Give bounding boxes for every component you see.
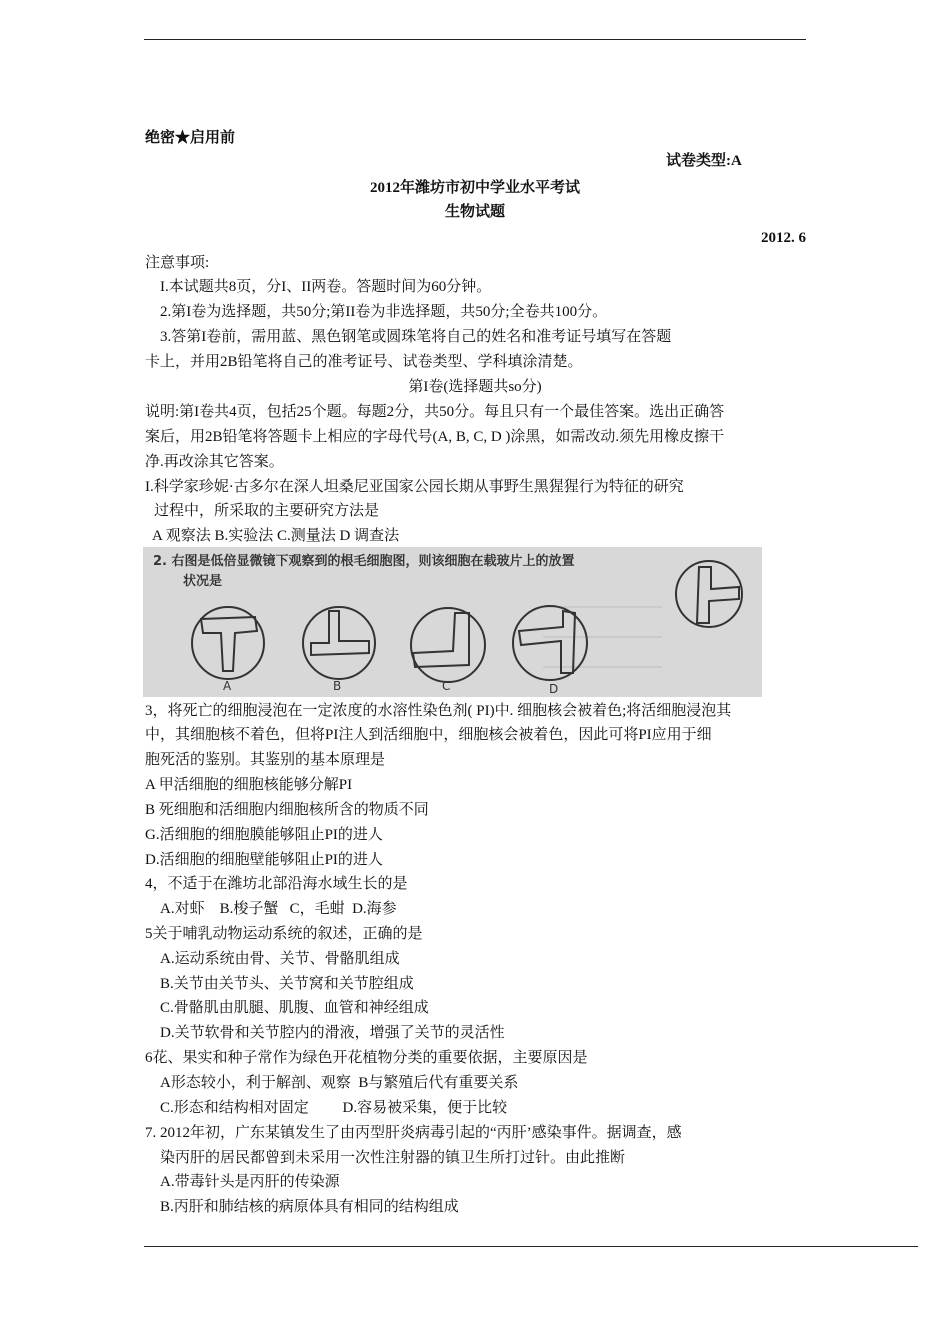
q2-question-line-2: 状况是 — [183, 574, 223, 589]
part1-title: 第I卷(选择题共so分) — [408, 379, 542, 395]
q5-stem: 5关于哺乳动物运动系统的叙述，正确的是 — [145, 926, 423, 942]
exam-title: 2012年潍坊市初中学业水平考试 — [369, 180, 580, 196]
part1-desc-1: 说明:第I卷共4页，包括25个题。每题2分，共50分。每且只有一个最佳答案。选出正确答 — [145, 404, 725, 420]
q4-options: A.对虾 B.梭子蟹 C，毛蚶 D.海参 — [160, 901, 397, 917]
q3-stem-3: 胞死活的鉴别。其鉴别的基本原理是 — [145, 752, 386, 768]
q3-option-c: G.活细胞的细胞膜能够阻止PI的进人 — [145, 827, 383, 843]
q2-figure — [143, 547, 762, 697]
notice-item-3: 3.答第I卷前，需用蓝、黑色钢笔或圆珠笔将自己的姓名和准考证号填写在答题 — [160, 329, 672, 345]
label-d: D — [549, 682, 559, 696]
notice-item-3-cont: 卡上，并用2B铅笔将自己的准考证号、试卷类型、学科填涂清楚。 — [145, 354, 583, 370]
notice-item-2: 2.第I卷为选择题，共50分;第II卷为非选择题，共50分;全卷共100分。 — [160, 304, 608, 320]
part1-desc-3: 净.再改涂其它答案。 — [145, 454, 284, 470]
q5-option-b: B.关节由关节头、关节窝和关节腔组成 — [160, 976, 414, 992]
q3-option-a: A 甲活细胞的细胞核能够分解PI — [145, 777, 353, 793]
q7-stem-1: 7. 2012年初，广东某镇发生了由丙型肝炎病毒引起的“丙肝’感染事件。据调查，感 — [145, 1125, 682, 1141]
paper-type: 试卷类型:A — [666, 153, 742, 169]
exam-date: 2012. 6 — [761, 230, 806, 246]
q5-option-c: C.骨骼肌由肌腿、肌腹、血管和神经组成 — [160, 1000, 429, 1016]
part1-desc-2: 案后，用2B铅笔将答题卡上相应的字母代号(A, B, C, D )涂黑，如需改动.须先用橡皮擦干 — [145, 429, 725, 445]
subject-title: 生物试题 — [444, 204, 505, 220]
label-a: A — [223, 679, 232, 693]
secret-mark: 绝密★启用前 — [145, 130, 236, 146]
q6-options-ab: A形态较小，利于解剖、观察 B与繁殖后代有重要关系 — [160, 1075, 519, 1091]
bottom-rule — [144, 1246, 918, 1247]
q3-option-d: D.活细胞的细胞壁能够阻止PI的进人 — [145, 852, 383, 868]
q1-options: A 观察法 B.实验法 C.测量法 D 调查法 — [152, 528, 400, 544]
q4-stem: 4，不适于在潍坊北部沿海水域生长的是 — [145, 876, 408, 892]
q6-options-cd: C.形态和结构相对固定 D.容易被采集，便于比较 — [160, 1100, 508, 1116]
q3-stem-1: 3，将死亡的细胞浸泡在一定浓度的水溶性染色剂( PI)中. 细胞核会被着色;将活细胞浸泡其 — [145, 703, 732, 719]
q3-stem-2: 中，其细胞核不着色，但将PI注人到活细胞中，细胞核会被着色，因此可将PI应用于细 — [145, 727, 712, 743]
q1-stem-2: 过程中，所采取的主要研究方法是 — [154, 503, 380, 519]
q7-stem-2: 染丙肝的居民都曾到未采用一次性注射器的镇卫生所打过针。由此推断 — [160, 1150, 626, 1166]
q5-option-d: D.关节软骨和关节腔内的滑液，增强了关节的灵活性 — [160, 1025, 505, 1041]
q3-option-b: B 死细胞和活细胞内细胞核所含的物质不同 — [145, 802, 429, 818]
notice-item-1: I.本试题共8页，分I、II两卷。答题时间为60分钟。 — [160, 279, 492, 295]
figure-background — [143, 547, 762, 697]
q5-option-a: A.运动系统由骨、关节、骨骼肌组成 — [160, 951, 400, 967]
label-c: C — [442, 679, 451, 693]
q7-option-b: B.丙肝和肺结核的病原体具有相同的结构组成 — [160, 1199, 459, 1215]
q6-stem: 6花、果实和种子常作为绿色开花植物分类的重要依据，主要原因是 — [145, 1050, 588, 1066]
label-b: B — [333, 679, 342, 693]
notice-heading: 注意事项: — [145, 255, 210, 271]
q1-stem-1: I.科学家珍妮·古多尔在深人坦桑尼亚国家公园长期从事野生黑猩猩行为特征的研究 — [145, 479, 684, 495]
q7-option-a: A.带毒针头是丙肝的传染源 — [160, 1174, 340, 1190]
q2-question-line-1: 2. 右图是低倍显微镜下观察到的根毛细胞图，则该细胞在载玻片上的放置 — [153, 554, 575, 569]
top-rule — [144, 39, 806, 40]
